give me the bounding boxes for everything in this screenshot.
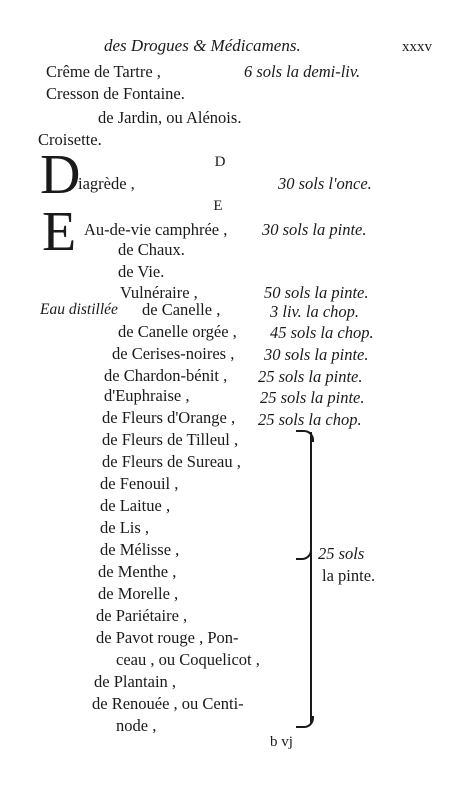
- distillee-item: de Fleurs d'Orange ,: [102, 408, 236, 427]
- distillee-price: 3 liv. la chop.: [270, 302, 360, 321]
- distillee-item: de Cerises-noires ,: [112, 344, 235, 363]
- section-letter-d: D: [214, 154, 226, 170]
- entry-cresson-de-fontaine: Cresson de Fontaine.: [46, 84, 185, 103]
- distillee-item: de Mélisse ,: [100, 540, 180, 559]
- entry-diagrede: iagrède ,: [78, 174, 135, 193]
- distillee-item: node ,: [116, 716, 157, 735]
- distillee-item: ceau , ou Coquelicot ,: [116, 650, 260, 669]
- entry-creme-de-tartre: Crême de Tartre ,: [46, 62, 161, 81]
- distillee-item: de Fenouil ,: [100, 474, 179, 493]
- price-creme-de-tartre: 6 sols la demi-liv.: [244, 62, 361, 81]
- price-diagrede: 30 sols l'once.: [278, 174, 372, 193]
- distillee-item: de Chardon-bénit ,: [104, 366, 228, 385]
- brace-price: 25 sols: [318, 544, 365, 563]
- price-eau-de-vie-camphree: 30 sols la pinte.: [262, 220, 367, 239]
- distillee-price: 25 sols la pinte.: [260, 388, 365, 407]
- distillee-price: 45 sols la chop.: [270, 323, 374, 342]
- signature-mark: b vj: [270, 734, 293, 750]
- distillee-item: de Fleurs de Sureau ,: [102, 452, 241, 471]
- dropcap-d: D: [40, 144, 81, 206]
- dropcap-e: E: [42, 201, 77, 263]
- brace-bottom: [296, 716, 314, 728]
- entry-cresson-de-jardin: de Jardin, ou Alénois.: [98, 108, 242, 127]
- distillee-price: 30 sols la pinte.: [264, 345, 369, 364]
- page-number: xxxv: [402, 39, 432, 55]
- distillee-item: d'Euphraise ,: [104, 386, 190, 405]
- distillee-item: de Plantain ,: [94, 672, 177, 691]
- distillee-item: de Pariétaire ,: [96, 606, 188, 625]
- distillee-price: 25 sols la chop.: [258, 410, 362, 429]
- distillee-item: de Morelle ,: [98, 584, 179, 603]
- running-head: des Drogues & Médicamens.: [104, 36, 301, 55]
- distillee-item: de Menthe ,: [98, 562, 177, 581]
- entry-eau-de-vie-camphree: Au-de-vie camphrée ,: [84, 220, 228, 239]
- distillee-item: de Canelle orgée ,: [118, 322, 237, 341]
- entry-croisette: Croisette.: [38, 130, 102, 149]
- distillee-item: de Pavot rouge , Pon-: [96, 628, 239, 647]
- distillee-item: de Laitue ,: [100, 496, 171, 515]
- distillee-price: 25 sols la pinte.: [258, 367, 363, 386]
- distillee-item: de Fleurs de Tilleul ,: [102, 430, 239, 449]
- section-letter-e: E: [213, 198, 223, 214]
- price-eau-vulneraire: 50 sols la pinte.: [264, 283, 369, 302]
- distillee-item: de Lis ,: [100, 518, 150, 537]
- brace-unit: la pinte.: [322, 566, 376, 585]
- entry-eau-vulneraire: Vulnéraire ,: [120, 283, 198, 302]
- brace-line: [310, 432, 312, 724]
- entry-eau-de-chaux: de Chaux.: [118, 240, 185, 259]
- label-eau-distillee: Eau distillée: [40, 301, 118, 318]
- distillee-item: de Canelle ,: [142, 300, 221, 319]
- entry-eau-de-vie: de Vie.: [118, 262, 165, 281]
- distillee-item: de Renouée , ou Centi-: [92, 694, 244, 713]
